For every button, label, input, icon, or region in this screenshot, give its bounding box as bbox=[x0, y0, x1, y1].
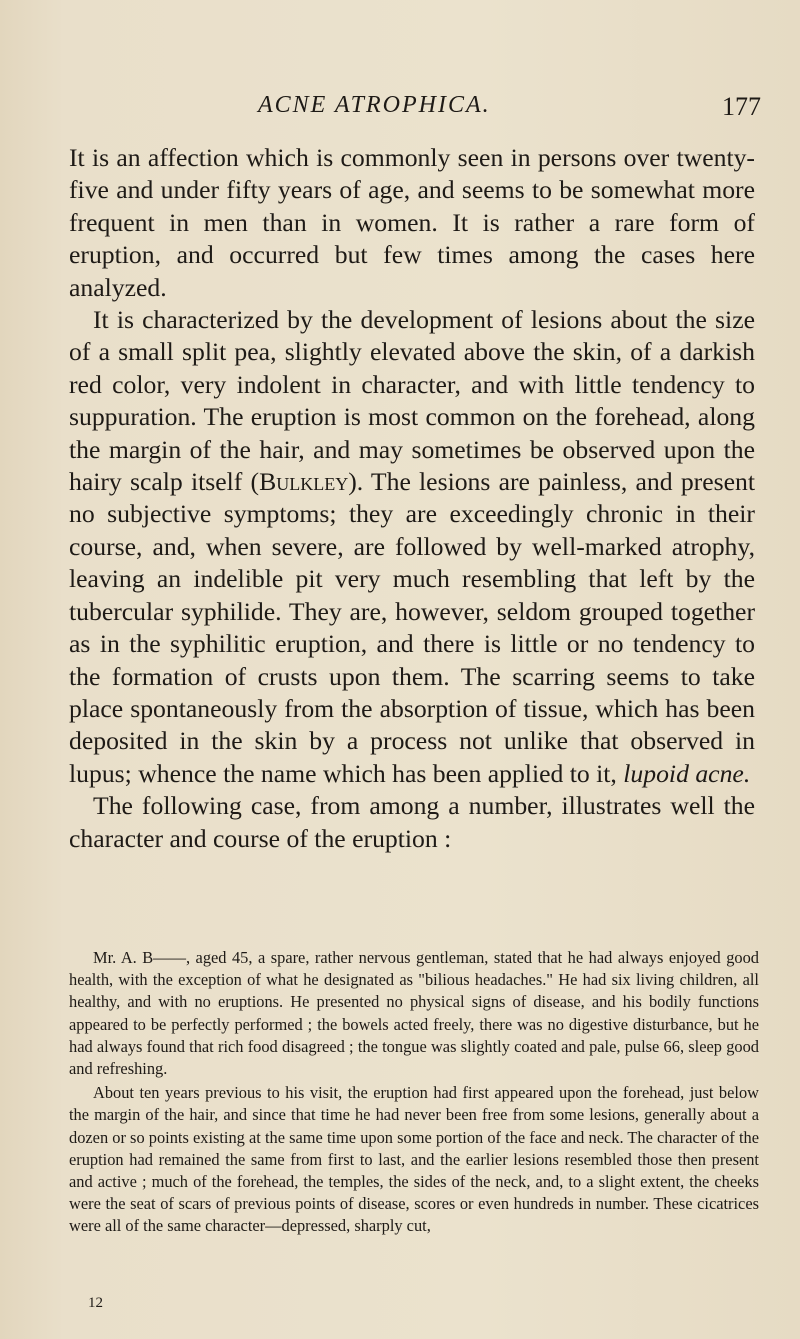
paragraph-2-text-b: ). The lesions are painless, and present no subjective symptoms; they are exceedingly chronic in their course, and, when severe, are followed by well-marked atrophy, leaving an indelible pit very much resembling that left by the tubercular syphilide. They are, however, seldom grouped together as in the syphilitic eruption, and there is little or no tendency to the formation of crusts upon them. The scarring seems to take place spontaneously from the absorption of tissue, which has been deposited in the skin by a process not unlike that observed in lupus; whence the name which has been applied to it, bbox=[69, 467, 755, 788]
paragraph-2-text-a: It is characterized by the development of lesions about the size of a small split pea, slightly elevated above the skin, of a darkish red color, very indolent in character, and with little tendency to suppuration. The eruption is most common on the forehead, along the margin of the hair, and may sometimes be observed upon the hairy scalp itself ( bbox=[69, 305, 755, 497]
author-name: Bulkley bbox=[259, 467, 349, 497]
paragraph-2 bbox=[69, 304, 755, 790]
paragraph-3: The following case, from among a number, illustrates well the character and course of the eruption : bbox=[69, 791, 755, 853]
page-number: 177 bbox=[722, 92, 761, 121]
term-lupoid-acne: lupoid acne. bbox=[623, 758, 751, 788]
case-report bbox=[69, 947, 759, 1238]
running-title: ACNE ATROPHICA. bbox=[258, 92, 491, 118]
signature-mark: 12 bbox=[88, 1295, 103, 1311]
paragraph-1: It is an affection which is commonly seen in persons over twenty-five and under fifty years of age, and seems to be somewhat more frequent in men than in women. It is rather a rare form of eruption, and occurred but few times among the cases here analyzed. bbox=[69, 143, 755, 302]
case-paragraph-1: Mr. A. B——, aged 45, a spare, rather nervous gentleman, stated that he had always enjoyed good health, with the exception of what he designated as "bilious headaches." He had six living children, all healthy, and with no eruptions. He presented no physical signs of disease, and his bodily functions appeared to be perfectly performed ; the bowels acted freely, there was no digestive disturbance, but he had always found that rich food disagreed ; the tongue was slightly coated and pale, pulse 66, sleep good and refreshing. bbox=[69, 948, 759, 1079]
page-header bbox=[0, 92, 800, 132]
main-text bbox=[69, 142, 755, 855]
case-paragraph-2: About ten years previous to his visit, the eruption had first appeared upon the forehead, just below the margin of the hair, and since that time he had never been free from some lesions, generally about a dozen or so points existing at the same time upon some portion of the face and neck. The character of the eruption had remained the same from first to last, and the earlier lesions resembled those then present and active ; much of the forehead, the temples, the sides of the neck, and, to a slight extent, the cheeks were the seat of scars of previous points of disease, scores or even hundreds in number. These cicatrices were all of the same character—depressed, sharply cut, bbox=[69, 1083, 759, 1236]
